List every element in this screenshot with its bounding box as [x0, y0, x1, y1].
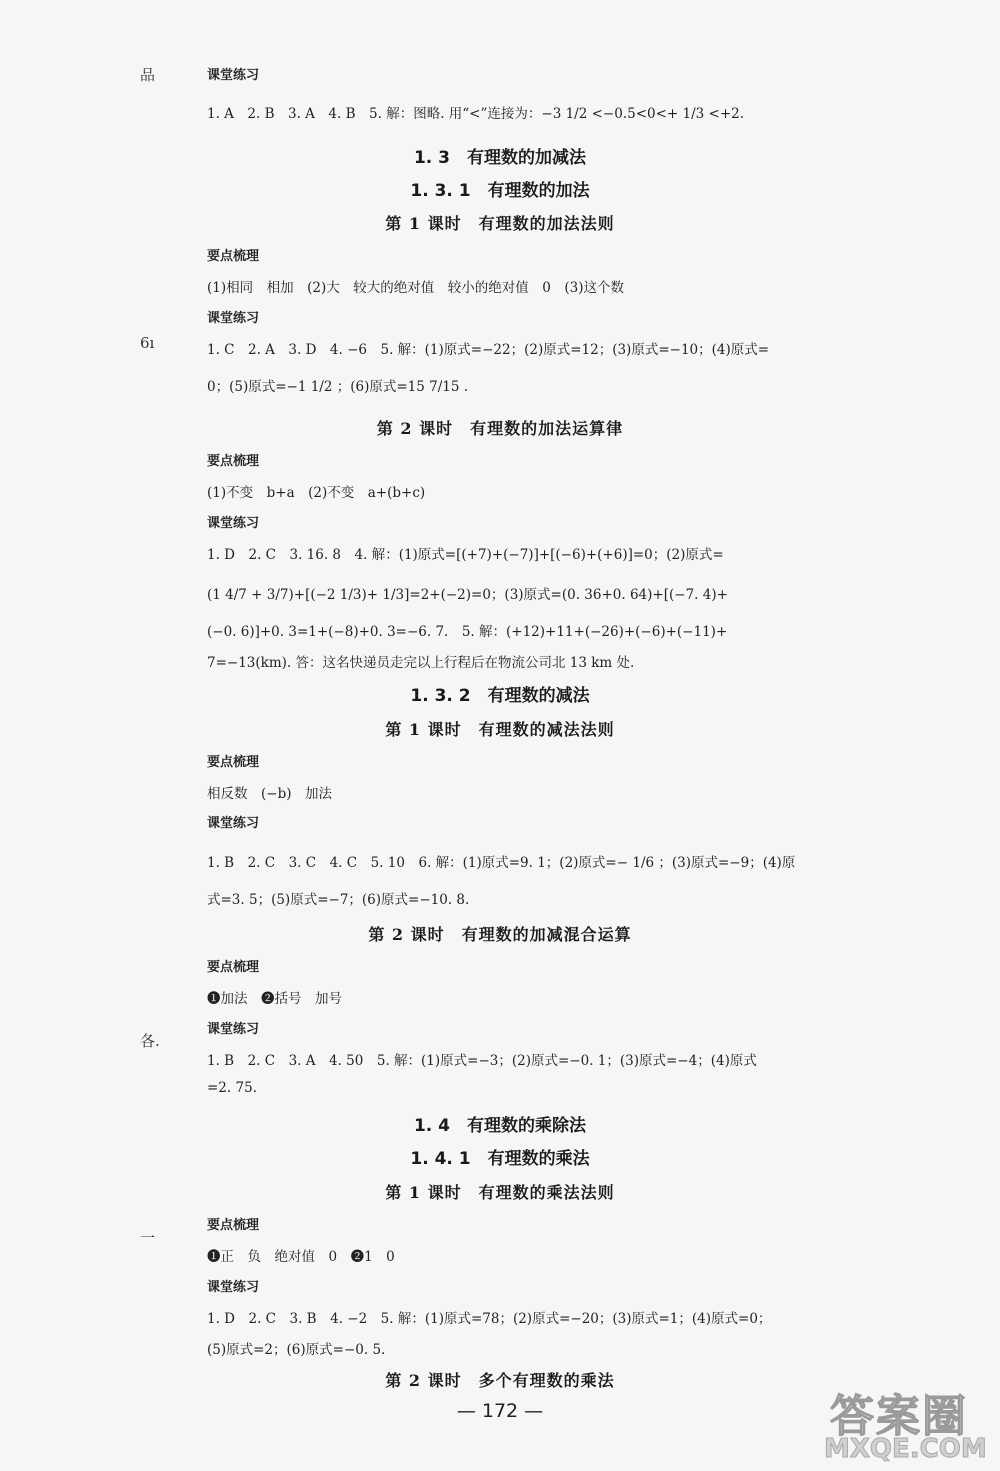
answer-line: ❶加法 ❷括号 加号	[207, 991, 342, 1007]
watermark-text: 答案圈	[830, 1391, 968, 1442]
answer-line: ❶正 负 绝对值 0 ❷1 0	[207, 1249, 395, 1265]
lesson-heading: 第 1 课时 有理数的乘法法则	[385, 1183, 615, 1202]
answer-line: 1. B 2. C 3. A 4. 50 5. 解：(1)原式=−3；(2)原式=−0. 1；(3)原式=−4；(4)原式	[207, 1053, 757, 1069]
margin-note: 品	[140, 66, 156, 84]
practice-label: 课堂练习	[207, 68, 260, 83]
page-number: — 172 —	[456, 1400, 544, 1422]
lesson-heading: 第 1 课时 有理数的减法法则	[385, 720, 615, 739]
practice-label: 课堂练习	[207, 311, 260, 326]
practice-label: 课堂练习	[207, 1280, 260, 1295]
practice-label: 课堂练习	[207, 816, 260, 831]
answer-line: 1. C 2. A 3. D 4. −6 5. 解：(1)原式=−22；(2)原式=12；(3)原式=−10；(4)原式=	[207, 342, 770, 358]
subsection-heading: 1. 3. 2 有理数的减法	[410, 686, 590, 706]
answer-line: (−0. 6)]+0. 3=1+(−8)+0. 3=−6. 7. 5. 解：(+12)+11+(−26)+(−6)+(−11)+	[207, 624, 728, 640]
key-points-label: 要点梳理	[207, 249, 260, 264]
answer-line: =2. 75.	[207, 1080, 257, 1096]
section-heading: 1. 4 有理数的乘除法	[413, 1116, 587, 1136]
answer-line: (1)不变 b+a (2)不变 a+(b+c)	[207, 485, 426, 501]
subsection-heading: 1. 4. 1 有理数的乘法	[410, 1149, 590, 1169]
subsection-heading: 1. 3. 1 有理数的加法	[410, 181, 590, 201]
answer-line: 1. B 2. C 3. C 4. C 5. 10 6. 解：(1)原式=9. 1；(2)原式=− 1/6 ；(3)原式=−9；(4)原	[207, 855, 796, 871]
answer-line: 相反数 (−b) 加法	[207, 786, 332, 802]
answer-line: (1 4/7 + 3/7)+[(−2 1/3)+ 1/3]=2+(−2)=0；(3)原式=(0. 36+0. 64)+[(−7. 4)+	[207, 587, 728, 603]
lesson-heading: 第 1 课时 有理数的加法法则	[385, 214, 615, 233]
lesson-heading: 第 2 课时 有理数的加法运算律	[376, 419, 624, 438]
practice-label: 课堂练习	[207, 1022, 260, 1037]
answer-line: 1. D 2. C 3. 16. 8 4. 解：(1)原式=[(+7)+(−7)]+[(−6)+(+6)]=0；(2)原式=	[207, 547, 724, 563]
margin-note: 6ı	[140, 334, 155, 352]
margin-note: 各.	[140, 1032, 160, 1050]
answer-line: 7=−13(km). 答：这名快递员走完以上行程后在物流公司北 13 km 处.	[207, 655, 635, 671]
margin-note: 一	[140, 1229, 156, 1247]
watermark-url: MXQE.COM	[824, 1434, 987, 1464]
watermark-logo	[822, 1376, 994, 1466]
lesson-heading: 第 2 课时 有理数的加减混合运算	[368, 925, 632, 944]
answer-line: (1)相同 相加 (2)大 较大的绝对值 较小的绝对值 0 (3)这个数	[207, 280, 624, 296]
answer-line: 式=3. 5；(5)原式=−7；(6)原式=−10. 8.	[207, 892, 470, 908]
lesson-heading: 第 2 课时 多个有理数的乘法	[385, 1371, 615, 1390]
section-heading: 1. 3 有理数的加减法	[413, 148, 587, 168]
key-points-label: 要点梳理	[207, 755, 260, 770]
key-points-label: 要点梳理	[207, 960, 260, 975]
answer-line: 1. D 2. C 3. B 4. −2 5. 解：(1)原式=78；(2)原式=−20；(3)原式=1；(4)原式=0；	[207, 1311, 772, 1327]
answer-line: 0；(5)原式=−1 1/2 ；(6)原式=15 7/15 .	[207, 379, 469, 395]
key-points-label: 要点梳理	[207, 454, 260, 469]
answer-line: 1. A 2. B 3. A 4. B 5. 解：图略. 用“<”连接为：−3 1/2 <−0.5<0<+ 1/3 <+2.	[207, 106, 745, 122]
practice-label: 课堂练习	[207, 516, 260, 531]
answer-line: (5)原式=2；(6)原式=−0. 5.	[207, 1342, 386, 1358]
key-points-label: 要点梳理	[207, 1218, 260, 1233]
